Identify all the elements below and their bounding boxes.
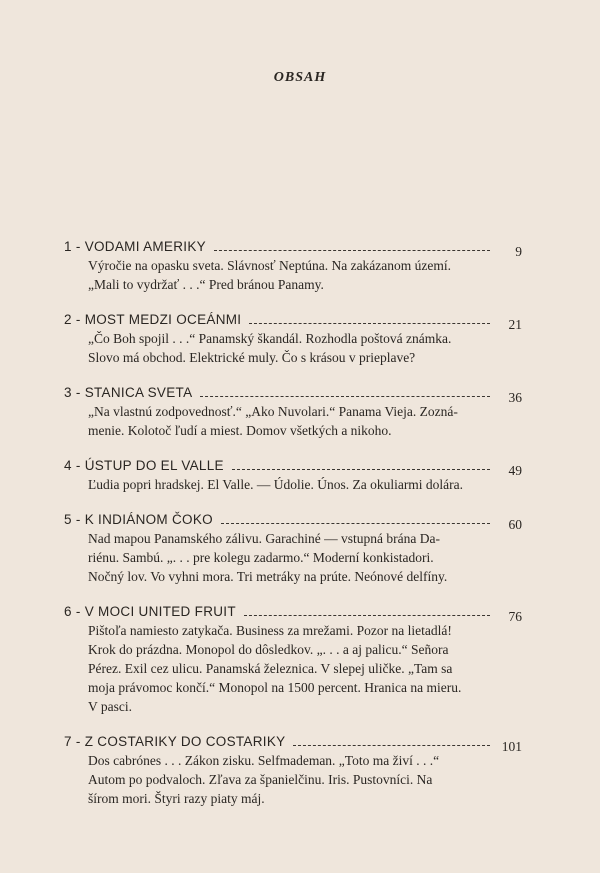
chapter-title: 2 - MOST MEDZI OCEÁNMI bbox=[64, 312, 242, 327]
dotted-leader bbox=[200, 396, 490, 397]
summary-line: šírom mori. Štyri razy piaty máj. bbox=[88, 791, 265, 806]
toc-chapter-7 bbox=[64, 733, 522, 808]
chapter-summary bbox=[88, 751, 502, 808]
chapter-heading bbox=[64, 384, 522, 405]
chapter-title: 6 - V MOCI UNITED FRUIT bbox=[64, 604, 236, 619]
summary-line: Krok do prázdna. Monopol do dôsledkov. „. . . a aj palicu.“ Señora bbox=[88, 642, 449, 657]
chapter-title: 5 - K INDIÁNOM ČOKO bbox=[64, 512, 213, 527]
chapter-heading bbox=[64, 511, 522, 532]
chapter-heading bbox=[64, 238, 522, 259]
summary-line: Výročie na opasku sveta. Slávnosť Neptúna. Na zakázanom území. bbox=[88, 258, 452, 273]
toc-chapter-3 bbox=[64, 384, 522, 440]
chapter-summary bbox=[88, 529, 502, 586]
summary-line: „Čo Boh spojil . . .“ Panamský škandál. Rozhodla poštová známka. bbox=[88, 331, 452, 346]
dotted-leader bbox=[244, 615, 490, 616]
chapter-summary bbox=[88, 256, 502, 294]
table-of-contents bbox=[64, 238, 522, 825]
summary-line: Slovo má obchod. Elektrické muly. Čo s krásou v prieplave? bbox=[88, 350, 416, 365]
toc-chapter-2 bbox=[64, 311, 522, 367]
summary-line: Nad mapou Panamského zálivu. Garachiné — vstupná brána Da- bbox=[88, 531, 441, 546]
page-number: 36 bbox=[508, 390, 522, 405]
page-number: 60 bbox=[508, 517, 522, 532]
summary-line: menie. Kolotoč ľudí a miest. Domov všetkých a nikoho. bbox=[88, 423, 392, 438]
dotted-leader bbox=[214, 250, 490, 251]
chapter-title: 4 - ÚSTUP DO EL VALLE bbox=[64, 458, 224, 473]
summary-line: Ľudia popri hradskej. El Valle. — Údolie. Únos. Za okuliarmi dolára. bbox=[88, 477, 464, 492]
summary-line: „Na vlastnú zodpovednosť.“ „Ako Nuvolari.“ Panama Vieja. Zozná- bbox=[88, 404, 458, 419]
toc-chapter-6 bbox=[64, 603, 522, 716]
page-number: 76 bbox=[508, 609, 522, 624]
summary-line: riénu. Sambú. „. . . pre kolegu zadarmo.“ Moderní konkistadori. bbox=[88, 550, 434, 565]
page-number: 101 bbox=[501, 739, 522, 754]
chapter-heading bbox=[64, 733, 522, 754]
chapter-title: 3 - STANICA SVETA bbox=[64, 385, 193, 400]
chapter-summary bbox=[88, 621, 502, 716]
toc-chapter-5 bbox=[64, 511, 522, 586]
chapter-summary bbox=[88, 475, 502, 494]
chapter-title: 7 - Z COSTARIKY DO COSTARIKY bbox=[64, 734, 286, 749]
chapter-title: 1 - VODAMI AMERIKY bbox=[64, 239, 206, 254]
page-number: 49 bbox=[508, 463, 522, 478]
page-number: 9 bbox=[515, 244, 522, 259]
dotted-leader bbox=[221, 523, 490, 524]
summary-line: Autom po podvaloch. Zľava za španielčinu. Iris. Pustovníci. Na bbox=[88, 772, 433, 787]
summary-line: V pasci. bbox=[88, 699, 132, 714]
summary-line: moja právomoc končí.“ Monopol na 1500 percent. Hranica na mieru. bbox=[88, 680, 462, 695]
summary-line: Pištoľa namiesto zatykača. Business za mrežami. Pozor na lietadlá! bbox=[88, 623, 452, 638]
toc-chapter-1 bbox=[64, 238, 522, 294]
summary-line: Pérez. Exil cez ulicu. Panamská železnica. V slepej uličke. „Tam sa bbox=[88, 661, 453, 676]
page-title: OBSAH bbox=[273, 70, 327, 85]
chapter-heading bbox=[64, 457, 522, 478]
summary-line: „Mali to vydržať . . .“ Pred bránou Panamy. bbox=[88, 277, 324, 292]
toc-chapter-4 bbox=[64, 457, 522, 494]
chapter-summary bbox=[88, 402, 502, 440]
dotted-leader bbox=[293, 745, 490, 746]
chapter-heading bbox=[64, 311, 522, 332]
summary-line: Dos cabrónes . . . Zákon zisku. Selfmademan. „Toto ma živí . . .“ bbox=[88, 753, 440, 768]
dotted-leader bbox=[249, 323, 490, 324]
dotted-leader bbox=[232, 469, 490, 470]
summary-line: Nočný lov. Vo vyhni mora. Tri metráky na prúte. Neónové delfíny. bbox=[88, 569, 448, 584]
page-number: 21 bbox=[508, 317, 522, 332]
chapter-summary bbox=[88, 329, 502, 367]
chapter-heading bbox=[64, 603, 522, 624]
